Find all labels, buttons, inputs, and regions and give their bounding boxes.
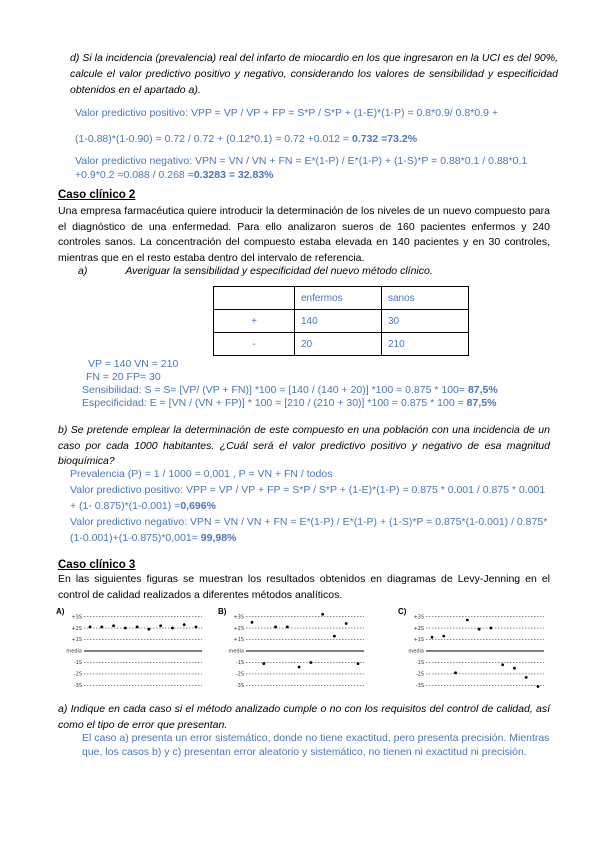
chart-a-tick-label: -2S xyxy=(73,671,82,678)
caso2-a-text: Averiguar la sensibilidad y especificidad del nuevo método clínico. xyxy=(125,265,433,277)
table-row xyxy=(214,310,469,333)
chart-a-tick-label: +1S xyxy=(71,637,82,644)
chart-a-data-point xyxy=(147,628,150,631)
caso2-vals-line2: FN = 20 FP= 30 xyxy=(86,371,161,383)
chart-c-tick-label: -1S xyxy=(415,660,424,667)
table-row xyxy=(214,333,469,356)
caso2-vals-line1: VP = 140 VN = 210 xyxy=(88,358,179,370)
chart-b-tick-label: -3S xyxy=(235,683,244,690)
chart-b-data-point xyxy=(298,666,301,669)
chart-a-data-point xyxy=(136,626,139,629)
caso2-a xyxy=(78,264,558,280)
caso2-b-vpn-text: Valor predictivo negativo: VPN = VN / VN + FN = E*(1-P) / E*(1-P) + (1-S)*P = 0.875*(1-0.001) / 0.875*(1-0.001)+(1-0.875)*0,001= xyxy=(70,516,548,544)
part-d-vpp-line2 xyxy=(75,130,565,148)
part-d-vpp xyxy=(75,104,565,148)
chart-a-data-point xyxy=(112,624,115,627)
chart-c-data-point xyxy=(431,636,434,639)
part-d-vpn-result: 0.3283 = 32.83% xyxy=(193,169,274,181)
levy-jennings-chart-b xyxy=(218,604,368,694)
chart-c-data-point xyxy=(525,676,528,679)
chart-a-tick-label: media xyxy=(66,648,82,655)
part-d-question: d) Si la incidencia (prevalencia) real del infarto de miocardio en los que ingresaron en la UCI es del 90%, calcule el valor predictivo positivo y negativo, considerando los valores de sensibilidad y especificidad obtenidos en el apartado a). xyxy=(70,52,558,96)
chart-a-data-point xyxy=(100,626,103,629)
table-cell: 30 xyxy=(382,310,469,333)
chart-c-data-point xyxy=(537,685,540,688)
caso2-sens-text: Sensibilidad: S = S= [VP/ (VP + FN)] *100 = [140 / (140 + 20)] *100 = 0.875 * 100= xyxy=(82,384,468,396)
chart-c-tick-label: -3S xyxy=(415,683,424,690)
chart-a-title: A) xyxy=(56,607,65,616)
caso2-b-answer xyxy=(70,466,550,546)
table-cell: 20 xyxy=(295,333,382,356)
chart-b-tick-label: -1S xyxy=(235,660,244,667)
chart-a-data-point xyxy=(171,627,174,630)
chart-b-data-point xyxy=(321,613,324,616)
chart-b-data-point xyxy=(333,635,336,638)
chart-a-tick-label: -3S xyxy=(73,683,82,690)
chart-b-svg xyxy=(218,604,368,694)
caso3-heading: Caso clínico 3 xyxy=(58,559,136,571)
caso3-intro: En las siguientes figuras se muestran los resultados obtenidos en diagramas de Levy-Jenning en el control de calidad realizados a diferentes métodos analíticos. xyxy=(58,573,550,601)
chart-c-tick-label: -2S xyxy=(415,671,424,678)
chart-c-data-point xyxy=(442,635,445,638)
caso2-specificity xyxy=(82,397,572,410)
caso2-b-vpp-result: 0,696% xyxy=(180,500,216,512)
chart-b-tick-label: media xyxy=(228,648,244,655)
chart-b-tick-label: +2S xyxy=(233,625,244,632)
chart-b-title: B) xyxy=(218,607,227,616)
part-d-vpp-line1: Valor predictivo positivo: VPP = VP / VP + FP = S*P / S*P + (1-E)*(1-P) = 0.8*0.9/ 0.8*0.9 + xyxy=(75,107,498,119)
caso2-b-vpn-result: 99,98% xyxy=(197,532,237,544)
chart-a-data-point xyxy=(159,624,162,627)
chart-a-data-point xyxy=(183,623,186,626)
chart-c-tick-label: +2S xyxy=(413,625,424,632)
chart-a-data-point xyxy=(124,627,127,630)
chart-b-tick-label: +3S xyxy=(233,614,244,621)
chart-c-data-point xyxy=(489,627,492,630)
chart-c-data-point xyxy=(478,628,481,631)
chart-b-data-point xyxy=(274,626,277,629)
chart-c-tick-label: media xyxy=(408,648,424,655)
caso2-b-vpp xyxy=(70,482,550,514)
table-header-cell: sanos xyxy=(382,287,469,310)
contingency-table xyxy=(213,286,469,356)
caso2-values xyxy=(88,358,178,384)
caso2-spec-result: 87,5% xyxy=(466,397,497,409)
caso2-sensitivity xyxy=(82,384,572,397)
caso2-spec-text: Especificidad: E = [VN / (VN + FP)] * 100 = [210 / (210 + 30)] *100 = 0.875 * 100 = xyxy=(82,397,467,409)
chart-c-data-point xyxy=(501,663,504,666)
table-header-row xyxy=(214,287,469,310)
table-header-cell: enfermos xyxy=(295,287,382,310)
table-cell: 210 xyxy=(382,333,469,356)
table-header-cell xyxy=(214,287,295,310)
caso2-b-prev: Prevalencia (P) = 1 / 1000 = 0,001 , P = VN + FN / todos xyxy=(70,468,333,480)
chart-c-tick-label: +1S xyxy=(413,637,424,644)
part-d-vpn xyxy=(75,154,555,182)
chart-a-tick-label: -1S xyxy=(73,660,82,667)
chart-a-tick-label: +3S xyxy=(71,614,82,621)
caso2-b-question: b) Se pretende emplear la determinación de este compuesto en una población con una incidencia de un caso por cada 1000 habitantes. ¿Cuál será el valor predictivo positivo y negativo de esa magnitud bioquímica? xyxy=(58,424,550,467)
caso3-answer: El caso a) presenta un error sistemático, donde no tiene exactitud, pero presenta precisión. Mientras que, los casos b) y c) presentan error aleatorio y sistemático, no tienen ni exactitud ni precisión. xyxy=(82,732,550,758)
chart-b-data-point xyxy=(286,626,289,629)
chart-b-data-point xyxy=(309,661,312,664)
chart-a-data-point xyxy=(195,626,198,629)
caso3-a-question: a) Indique en cada caso si el método analizado cumple o no con los requisitos del control de calidad, así como el tipo de error que presentan. xyxy=(58,703,550,731)
chart-a-svg xyxy=(56,604,206,694)
chart-c-tick-label: +3S xyxy=(413,614,424,621)
chart-a-tick-label: +2S xyxy=(71,625,82,632)
chart-c-data-point xyxy=(454,671,457,674)
chart-c-title: C) xyxy=(398,607,407,616)
part-d-vpp-result: 0.732 =73.2% xyxy=(351,133,418,145)
chart-b-data-point xyxy=(251,621,254,624)
caso2-sens-result: 87,5% xyxy=(467,384,498,396)
table-row-label: - xyxy=(214,333,295,356)
part-d-vpp-line2-text: (1-0.88)*(1-0.90) = 0.72 / 0.72 + (0.12*0.1) = 0.72 +0.012 = xyxy=(75,133,352,145)
caso2-b-vpp-text: Valor predictivo positivo: VPP = VP / VP + FP = S*P / S*P + (1-E)*(1-P) = 0.875 * 0.001 / 0.875 * 0.001 + (1- 0.875)*(1-0.001) = xyxy=(70,484,546,512)
caso2-intro: Una empresa farmacéutica quiere introducir la determinación de los niveles de un nuevo compuesto para el diagnóstico de una enfermedad. Para ello analizaron sueros de 160 pacientes enfermos y 240 controles sanos. La concentración del compuesto estaba elevada en 140 pacientes y en 30 controles, mientras que en el resto estaba dentro del intervalo de referencia. xyxy=(58,205,550,264)
levy-jennings-chart-c xyxy=(398,604,548,694)
chart-b-data-point xyxy=(262,662,265,665)
chart-c-svg xyxy=(398,604,548,694)
table-cell: 140 xyxy=(295,310,382,333)
chart-c-data-point xyxy=(466,619,469,622)
levy-jennings-chart-a xyxy=(56,604,206,694)
caso2-sens-spec xyxy=(82,384,572,410)
caso2-b-vpn xyxy=(70,514,550,546)
chart-b-data-point xyxy=(357,662,360,665)
part-d-vpn-text: Valor predictivo negativo: VPN = VN / VN + FN = E*(1-P) / E*(1-P) + (1-S)*P = 0.88*0.1 / 0.88*0.1 +0.9*0.2 =0.088 / 0.268 = xyxy=(75,155,528,181)
chart-b-tick-label: +1S xyxy=(233,637,244,644)
caso2-heading: Caso clínico 2 xyxy=(58,189,136,201)
chart-c-data-point xyxy=(513,667,516,670)
chart-b-data-point xyxy=(345,622,348,625)
chart-a-data-point xyxy=(89,626,92,629)
chart-b-tick-label: -2S xyxy=(235,671,244,678)
table-row-label: + xyxy=(214,310,295,333)
caso2-a-label: a) xyxy=(78,265,88,277)
